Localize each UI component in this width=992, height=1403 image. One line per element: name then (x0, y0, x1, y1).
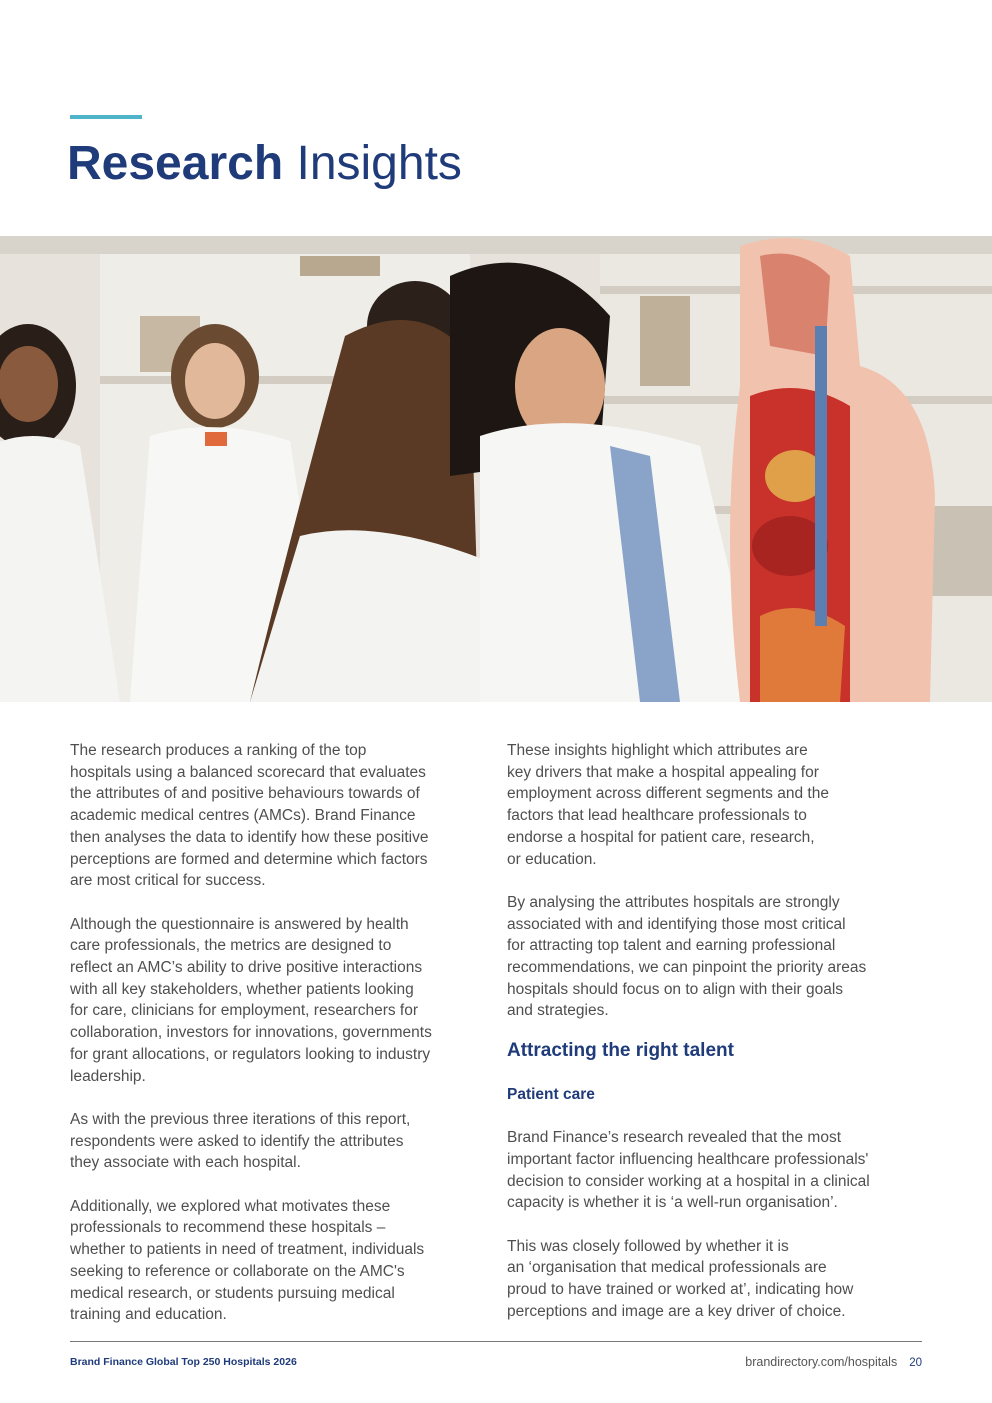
body-paragraph: Although the questionnaire is answered by health care professionals, the metrics are designed to reflect an AMC’s ability to drive positive interactions with all key stakeholders, whether patients looking for care, clinicians for employment, researchers for collaboration, investors for innovations, governments for grant allocations, or regulators looking to industry leadership. (70, 915, 432, 1085)
footer-right (745, 1355, 922, 1369)
left-column (70, 740, 470, 1348)
right-column (507, 740, 912, 1344)
footer-url-link[interactable]: brandirectory.com/hospitals (745, 1355, 898, 1369)
title-accent-bar (70, 115, 142, 119)
body-paragraph: By analysing the attributes hospitals are strongly associated with and identifying those most critical for attracting top talent and earning professional recommendations, we can pinpoint the priority areas hospitals should focus on to align with their goals and strategies. (507, 893, 867, 1020)
footer-publication: Brand Finance Global Top 250 Hospitals 2026 (70, 1356, 297, 1368)
page-title-bold: Research (67, 137, 284, 190)
body-paragraph: The research produces a ranking of the top hospitals using a balanced scorecard that evaluates the attributes of and positive behaviours towards of academic medical centres (AMCs). Brand Finance then analyses the data to identify how these positive perceptions are formed and determine which factors are most critical for success. (70, 742, 429, 890)
page-title-light: Insights (296, 137, 462, 190)
body-paragraph: These insights highlight which attributes are key drivers that make a hospital appealing for employment across different segments and the factors that lead healthcare professionals to endorse a hospital for patient care, research, or education. (507, 742, 829, 868)
body-paragraph: As with the previous three iterations of this report, respondents were asked to identify the attributes they associate with each hospital. (70, 1110, 411, 1172)
page-title (67, 134, 462, 194)
body-paragraph: Additionally, we explored what motivates these professionals to recommend these hospitals – whether to patients in need of treatment, individuals seeking to reference or collaborate on the AMC's medical research, or students pursuing medical training and education. (70, 1197, 425, 1324)
hero-photo-illustration (0, 236, 992, 702)
body-paragraph: Brand Finance’s research revealed that the most important factor influencing healthcare professionals' decision to consider working at a hospital in a clinical capacity is whether it is ‘a well-run organisation’. (507, 1129, 870, 1212)
body-paragraph: This was closely followed by whether it is an ‘organisation that medical professionals are proud to have trained or worked at’, indicating how perceptions and image are a key driver of choice. (507, 1237, 854, 1320)
footer-divider (70, 1341, 922, 1342)
hero-photo (0, 236, 992, 702)
sub-heading: Patient care (507, 1086, 595, 1104)
page-number: 20 (909, 1357, 922, 1369)
section-heading: Attracting the right talent (507, 1040, 734, 1062)
